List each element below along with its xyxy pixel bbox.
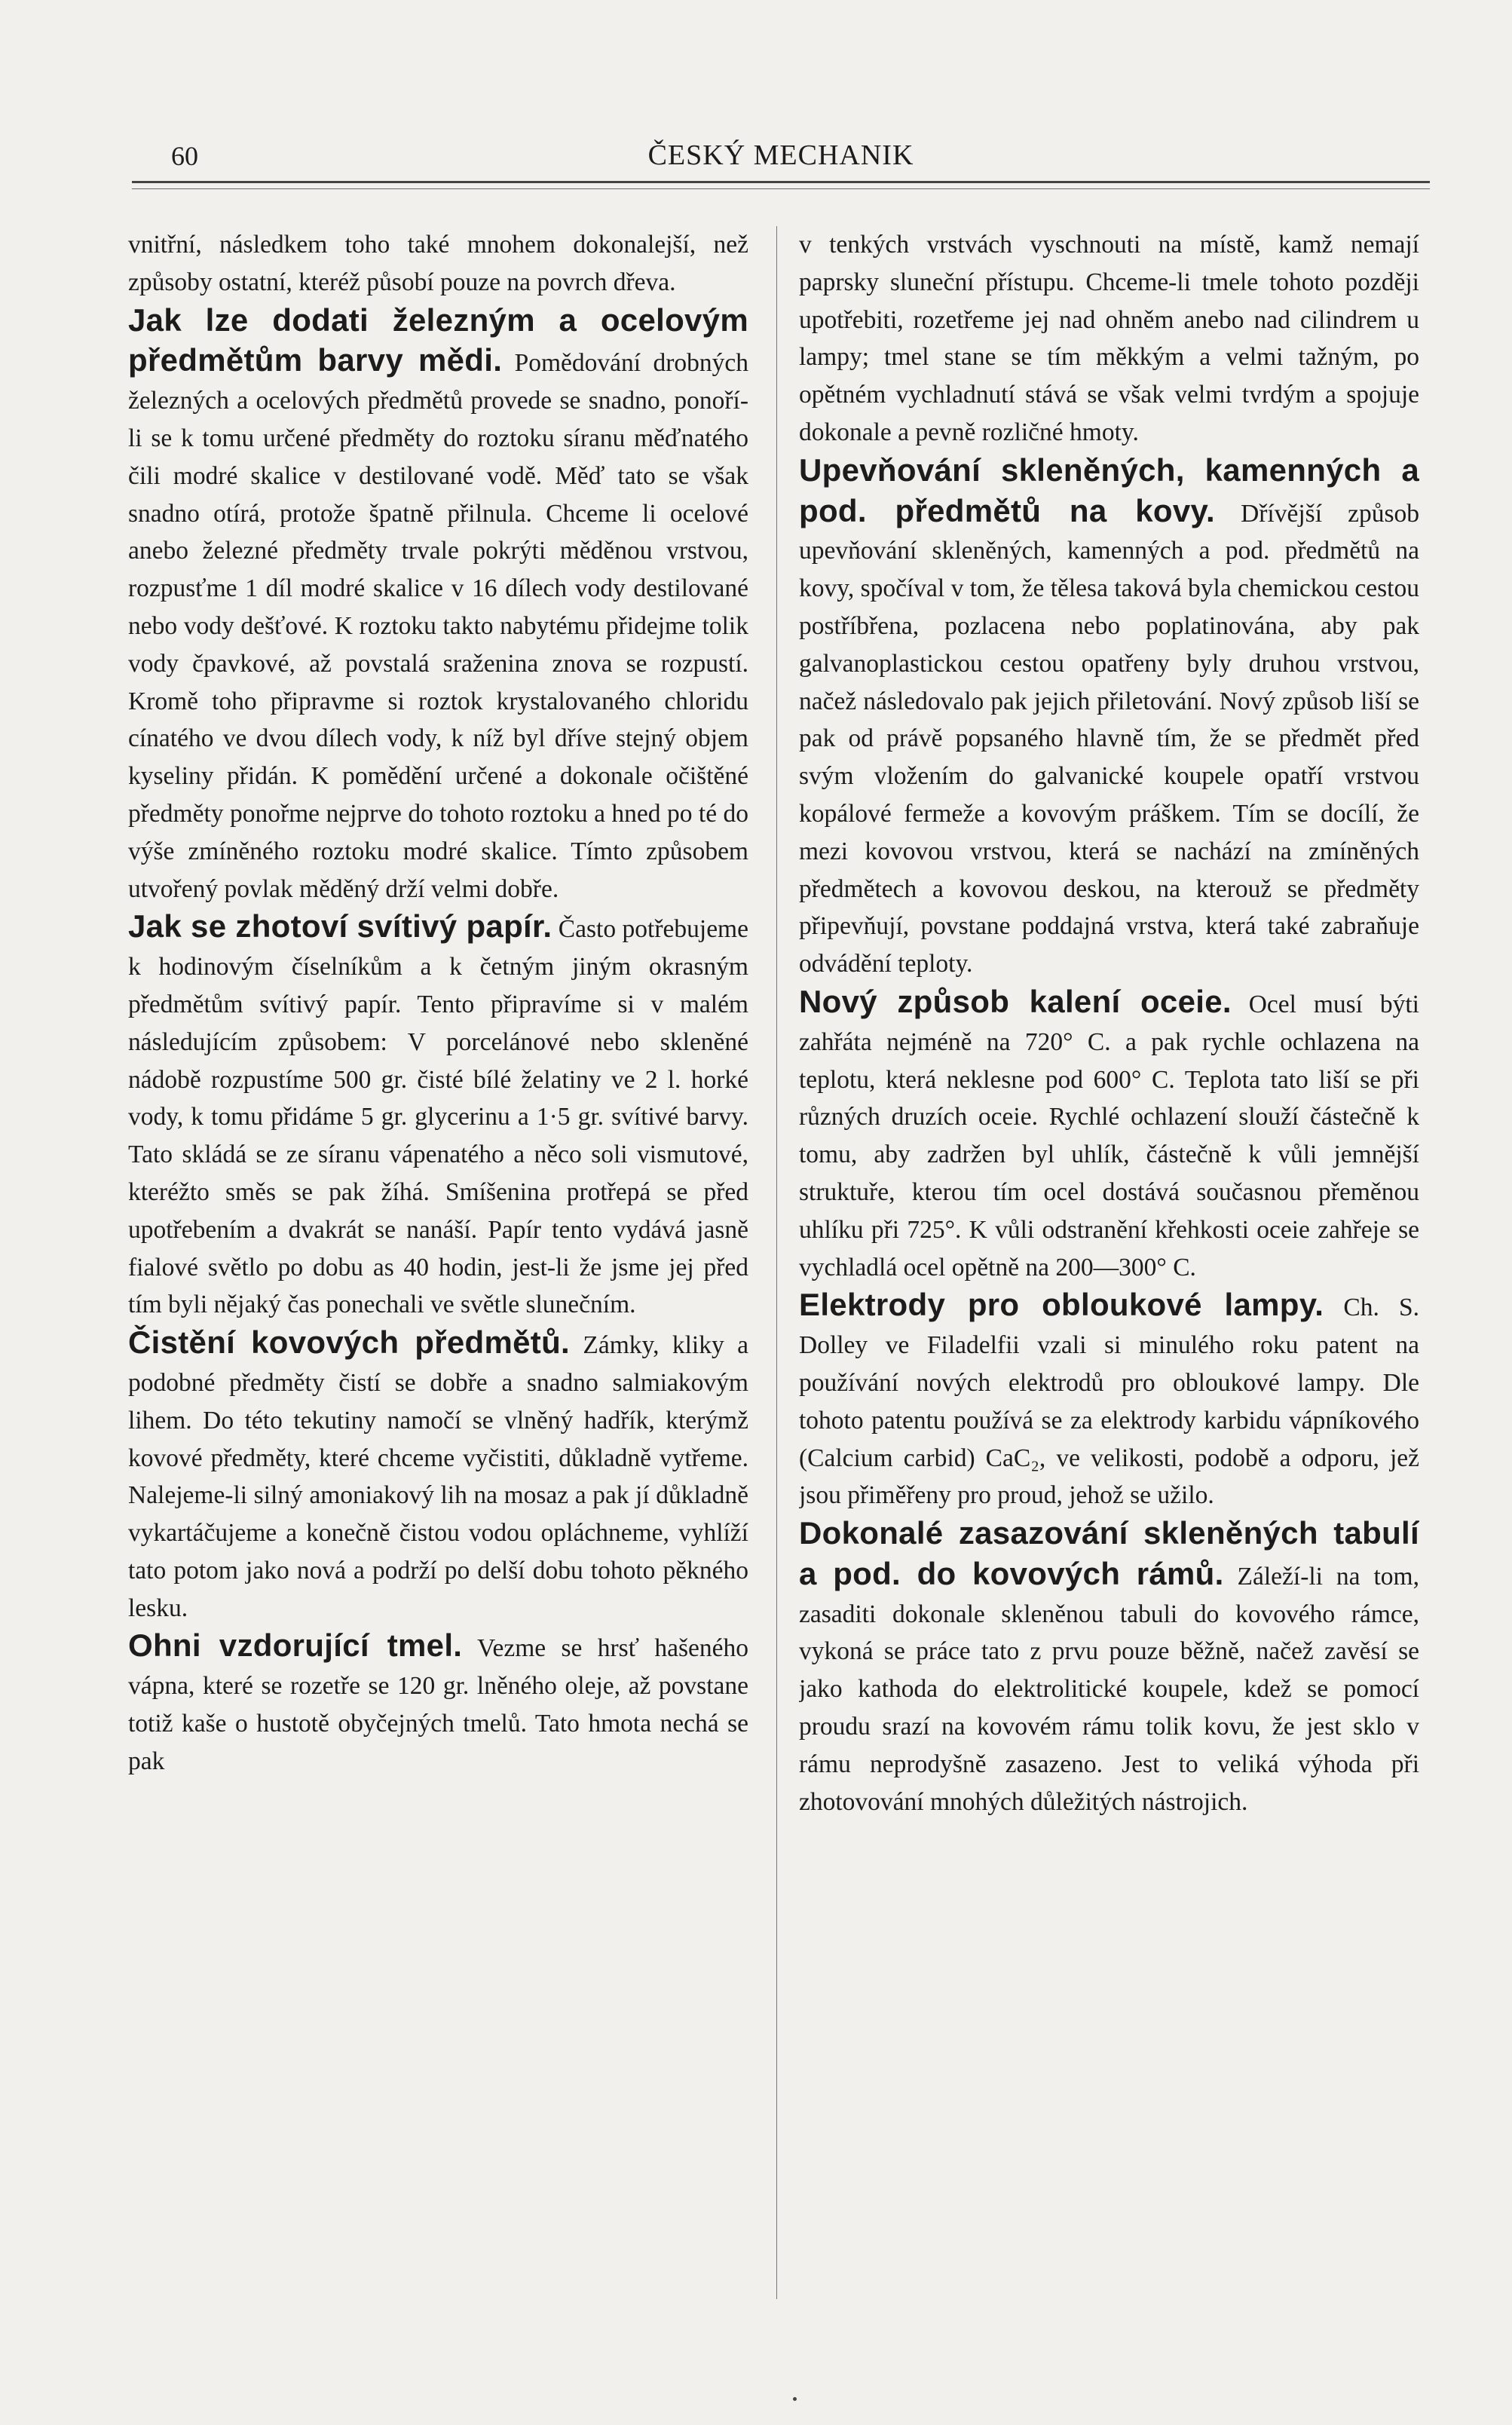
article-heading: Jak se zhotoví svítivý papír. [128, 908, 552, 945]
header-rule-thin [132, 188, 1430, 189]
article-heading: Jak lze dodati železným a ocelovým předmětům barvy mědi. [128, 302, 748, 378]
article-text: Často potřebujeme k hodinovým číselníkům a k četným jiným okrasným předmětům svítivý papír. Tento připravíme si v malém následujícím způsobem: V porcelánové nebo skleněné nádobě rozpustíme 500 gr. čisté bílé želatiny ve 2 l. horké vody, k tomu přidáme 5 gr. glycerinu a 1·5 gr. svítivé barvy. Tato skládá se ze síranu vápenatého a něco soli vismutové, kteréžto směs se pak žíhá. Smíšenina protřepá se před upotřebením a dvakrát se nanáší. Papír tento vydává jasně fialové světlo po dobu as 40 hodin, jest-li že jsme jej před tím byli nějaký čas ponechali ve světle slunečním. [128, 915, 748, 1319]
article-text: Záleží-li na tom, zasaditi dokonale skleněnou tabuli do kovového rámce, vykoná se práce tato z prvu pouze běžně, načež zavěsí se jako kathoda do elektrolitické koupele, kdež se pomocí proudu srazí na kovovém rámu tolik kovu, že jest sklo v rámu neprodyšně zasazeno. Jest to veliká výhoda při zhotovování mnohých důležitých nástrojich. [799, 1562, 1419, 1816]
article-luminous-paper [128, 908, 748, 1324]
article-fastening-glass [799, 452, 1419, 983]
article-metal-cleaning [128, 1324, 748, 1627]
page-number: 60 [171, 141, 198, 171]
article-glass-in-metal-frames [799, 1514, 1419, 1820]
paragraph-text: vnitřní, následkem toho také mnohem dokonalejší, než způsoby ostatní, kteréž působí pouze na povrch dřeva. [128, 231, 748, 296]
article-fireproof-cement [128, 1627, 748, 1780]
article-heading: Elektrody pro obloukové lampy. [799, 1287, 1324, 1323]
article-text: Dřívější způsob upevňování skleněných, kamenných a pod. předmětů na kovy, spočíval v tom, že tělesa taková byla chemickou cestou postříbřena, pozlacena nebo poplatinována, aby pak galvanoplastickou cestou opatřeny byly druhou vrstvou, načež následovalo pak jejich přiletování. Nový způsob liší se pak od právě popsaného hlavně tím, že se předmět před svým vložením do galvanické koupele opatří vrstvou kopálové fermeže a kovovým práškem. Tím se docílí, že mezi kovovou vrstvou, která se nachází na zmíněných předmětech a kovovou deskou, na kterouž se předměty připevňují, povstane poddajná vrstva, která také zabraňuje odvádění teploty. [799, 499, 1419, 978]
page-header [132, 133, 1430, 178]
paragraph [799, 226, 1419, 452]
column-divider [776, 226, 777, 2299]
article-heading: Dokonalé zasazování skleněných tabulí a pod. do kovových rámů. [799, 1515, 1419, 1591]
article-text: Vezme se hrsť hašeného vápna, které se rozetře se 120 gr. lněného oleje, až povstane totiž kaše o hustotě obyčejných tmelů. Tato hmota nechá se pak [128, 1634, 748, 1775]
article-heading: Nový způsob kalení oceie. [799, 983, 1232, 1019]
article-heading: Upevňování skleněných, kamenných a pod. předmětů na kovy. [799, 452, 1419, 528]
article-steel-hardening [799, 983, 1419, 1286]
article-text: Ocel musí býti zahřáta nejméně na 720° C. a pak rychle ochlazena na teplotu, která neklesne pod 600° C. Teplota tato liší se při různých druzích oceie. Rychlé ochlazení slouží částečně k tomu, aby zadržen byl uhlík, částečně k vůli jemnější struktuře, kterou tím ocel dostává současnou přeměnou uhlíku při 725°. K vůli odstranění křehkosti oceie zahřeje se vychladlá ocel opětně na 200—300° C. [799, 990, 1419, 1281]
running-title: ČESKÝ MECHANIK [647, 139, 914, 171]
article-text: Ch. S. Dolley ve Filadelfii vzali si minulého roku patent na používání nových elektrodů pro obloukové lampy. Dle tohoto patentu používá se za elektrody karbidu vápníkového (Calcium carbid) CaC₂, ve velikosti, podobě a odporu, jež jsou přiměřeny pro proud, jehož se užilo. [799, 1294, 1419, 1510]
article-heading: Ohni vzdorující tmel. [128, 1627, 463, 1664]
paragraph [128, 226, 748, 302]
article-copper-plating [128, 302, 748, 908]
article-text: Pomědování drobných železných a ocelových předmětů provede se snadno, ponoří-li se k tomu určené předměty do roztoku síranu měďnatého čili modré skalice v destilované vodě. Měď tato se však snadno otírá, protože špatně přilnula. Chceme li ocelové anebo železné předměty trvale pokrýti měděnou vrstvou, rozpusťme 1 díl modré skalice v 16 dílech vody destilované nebo vody dešťové. K roztoku takto nabytému přidejme tolik vody čpavkové, až povstalá sraženina znova se rozpustí. Kromě toho připravme si roztok krystalovaného chloridu cínatého ve dvou dílech vody, k níž byl dříve stejný objem kyseliny přidán. K pomědění určené a dokonale očištěné předměty ponořme nejprve do tohoto roztoku a hned po té do výše zmíněného roztoku modré skalice. Tímto způsobem utvořený povlak měděný drží velmi dobře. [128, 349, 748, 903]
article-arc-lamp-electrodes [799, 1286, 1419, 1514]
article-text: Zámky, kliky a podobné předměty čistí se dobře a snadno salmiakovým lihem. Do této tekutiny namočí se vlněný hadřík, kterýmž kovové předměty, které chceme vyčistiti, důkladně vytřeme. Nalejeme-li silný amoniakový lih na mosaz a pak jí důkladně vykartáčujeme a konečně čistou vodou opláchneme, vyhlíží tato potom jako nová a podrží po delší dobu tohoto pěkného lesku. [128, 1331, 748, 1622]
paragraph-text: v tenkých vrstvách vyschnouti na místě, kamž nemají paprsky sluneční přístupu. Chceme-li tmele tohoto později upotřebiti, rozetřeme jej nad ohněm anebo nad cilindrem u lampy; tmel stane se tím měkkým a velmi tažným, po opětném vychladnutí stává se však velmi tvrdým a spojuje dokonale a pevně rozličné hmoty. [799, 231, 1419, 446]
article-heading: Čistění kovových předmětů. [128, 1324, 570, 1361]
right-column [799, 226, 1419, 2337]
header-rule [132, 181, 1430, 183]
print-speck [793, 2397, 797, 2401]
left-column [128, 226, 748, 2337]
